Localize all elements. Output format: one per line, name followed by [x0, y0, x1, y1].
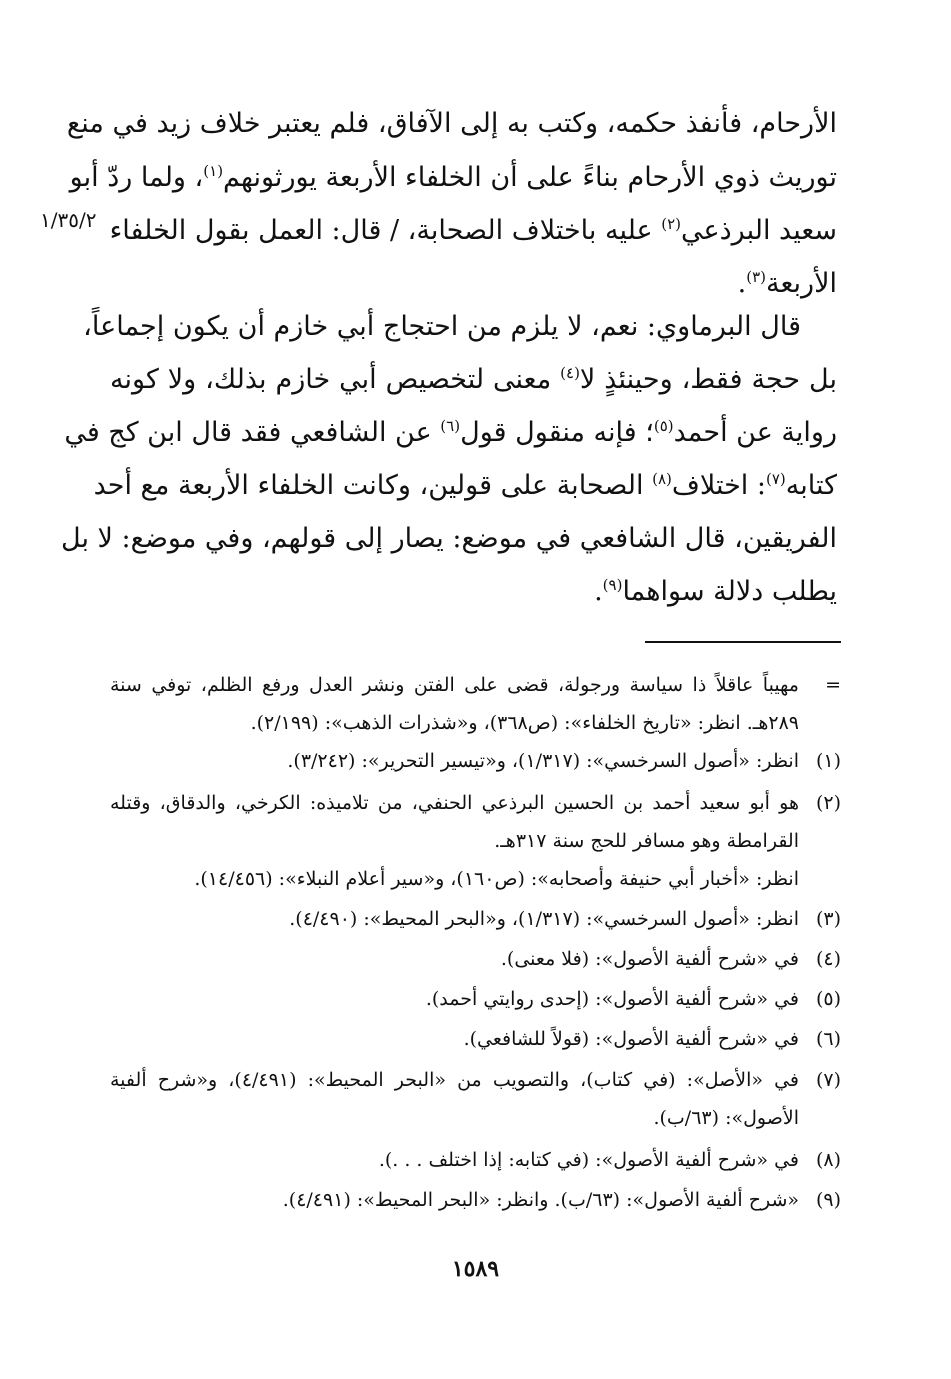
footnote-text: القرامطة وهو مسافر للحج سنة ٣١٧هـ.	[494, 830, 799, 852]
footnote-number: (٥)	[815, 988, 841, 1010]
page-number: ١٥٨٩	[451, 1256, 500, 1282]
main-text-line-8: كتابه$^{(٧)}$: اختلاف$^{(٨)}$ الصحابة على قولين، وكانت الخلفاء الأربعة مع أحد	[93, 470, 837, 501]
footnote-ref-2[interactable]: (٢)	[661, 215, 682, 233]
footnote-number: (٩)	[815, 1189, 841, 1211]
footnote-ref-1[interactable]: (١)	[203, 162, 224, 180]
footnote-continuation-line-2: ٢٨٩هـ. انظر: «تاريخ الخلفاء»: (ص٣٦٨)، و«شذرات الذهب»: (٢/١٩٩).	[250, 712, 799, 734]
main-text-line-7: رواية عن أحمد$^{(٥)}$؛ فإنه منقول قول$^{(٦)}$ عن الشافعي فقد قال ابن كج في	[64, 417, 837, 448]
footnote-ref-4[interactable]: (٤)	[560, 364, 580, 382]
footnote-ref-9[interactable]: (٩)	[602, 576, 623, 594]
footnote-ref-8[interactable]: (٨)	[652, 470, 672, 488]
main-text-line-9: الفريقين، قال الشافعي في موضع: يصار إلى قولهم، وفي موضع: لا بل	[61, 523, 837, 554]
footnote-number: (٧)	[815, 1069, 841, 1091]
footnote-text: في «شرح ألفية الأصول»: (فلا معنى).	[500, 948, 799, 970]
footnote-text: انظر: «أصول السرخسي»: (١/٣١٧)، و«تيسير التحرير»: (٣/٢٤٢).	[287, 750, 799, 772]
footnote-ref-5[interactable]: (٥)	[653, 417, 674, 435]
footnote-text: «شرح ألفية الأصول»: (٦٣/ب). وانظر: «البحر المحيط»: (٤/٤٩١).	[282, 1189, 799, 1211]
footnote-text: في «الأصل»: (في كتاب)، والتصويب من «البحر المحيط»: (٤/٤٩١)، و«شرح ألفية	[110, 1069, 799, 1091]
footnote-text: انظر: «أصول السرخسي»: (١/٣١٧)، و«البحر المحيط»: (٤/٤٩٠).	[289, 908, 799, 930]
continuation-mark: =	[825, 674, 841, 696]
footnote-text: الأصول»: (٦٣/ب).	[653, 1107, 799, 1129]
footnote-number: (٣)	[815, 908, 841, 930]
footnote-text: انظر: «أخبار أبي حنيفة وأصحابه»: (ص١٦٠)، و«سير أعلام النبلاء»: (١٤/٤٥٦).	[194, 868, 799, 890]
main-text-line-2: توريث ذوي الأرحام بناءً على أن الخلفاء الأربعة يورثونهم$^{(١)}$، ولما ردّ أبو	[69, 162, 837, 193]
footnote-ref-6[interactable]: (٦)	[440, 417, 461, 435]
footnote-number: (٢)	[815, 792, 841, 814]
footnote-separator	[645, 641, 841, 643]
footnote-number: (١)	[815, 750, 841, 772]
footnote-number: (٦)	[815, 1028, 841, 1050]
footnote-continuation-line-1: مهيباً عاقلاً ذا سياسة ورجولة، قضى على الفتن ونشر العدل ورفع الظلم، توفي سنة	[110, 674, 799, 696]
margin-folio-note: ١/٣٥/٢	[40, 208, 97, 232]
main-text-line-1: الأرحام، فأنفذ حكمه، وكتب به إلى الآفاق، فلم يعتبر خلاف زيد في منع	[66, 108, 837, 139]
footnote-ref-7[interactable]: (٧)	[766, 470, 786, 488]
footnote-ref-3[interactable]: (٣)	[746, 268, 767, 286]
main-text-line-3: سعيد البرذعي$^{(٢)}$ عليه باختلاف الصحابة، / قال: العمل بقول الخلفاء	[109, 215, 837, 246]
footnote-text: هو أبو سعيد أحمد بن الحسين البرذعي الحنفي، من تلاميذه: الكرخي، والدقاق، وقتله	[110, 792, 799, 814]
footnote-text: في «شرح ألفية الأصول»: (قولاً للشافعي).	[463, 1028, 799, 1050]
main-text-line-6: بل حجة فقط، وحينئذٍ لا$^{(٤)}$ معنى لتخصيص أبي خازم بذلك، ولا كونه	[110, 364, 837, 395]
main-text-line-5: قال البرماوي: نعم، لا يلزم من احتجاج أبي خازم أن يكون إجماعاً،	[83, 311, 801, 342]
footnote-text: في «شرح ألفية الأصول»: (في كتابه: إذا اختلف . . .).	[378, 1149, 799, 1171]
footnote-text: في «شرح ألفية الأصول»: (إحدى روايتي أحمد).	[425, 988, 799, 1010]
main-text-line-4: الأربعة$^{(٣)}$.	[737, 268, 837, 299]
footnote-number: (٤)	[815, 948, 841, 970]
footnote-number: (٨)	[815, 1149, 841, 1171]
main-text-line-10: يطلب دلالة سواهما$^{(٩)}$.	[594, 576, 837, 607]
